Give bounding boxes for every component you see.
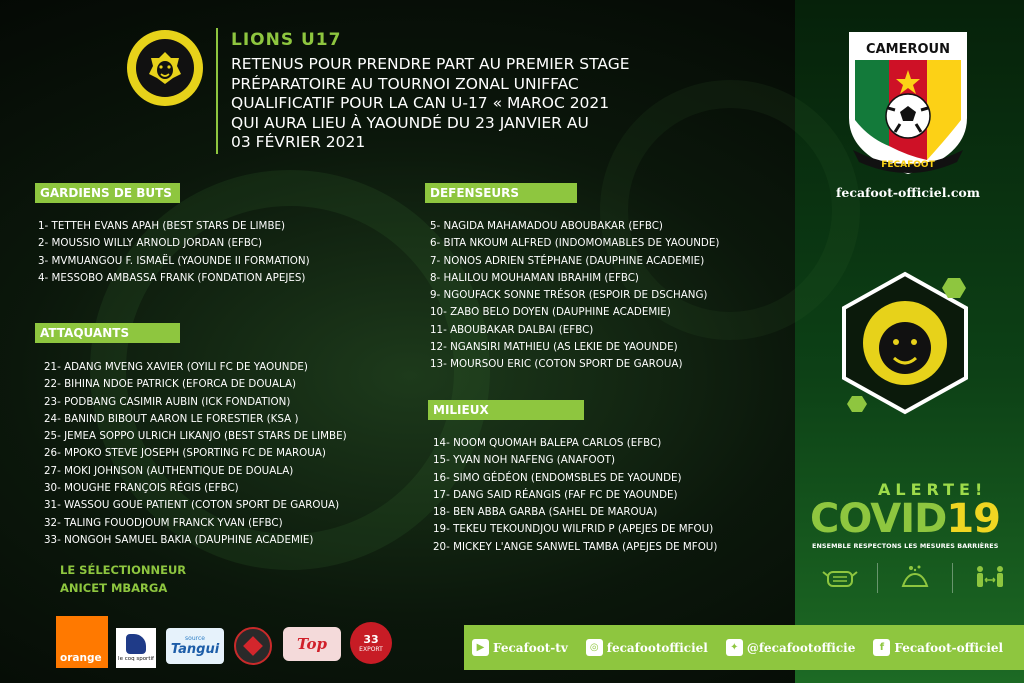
announcement-line: QUI AURA LIEU À YAOUNDÉ DU 23 JANVIER AU — [231, 113, 589, 132]
announcement-line: 03 FÉVRIER 2021 — [231, 133, 366, 151]
forwards-heading: ATTAQUANTS — [35, 323, 180, 343]
defenders-heading: DEFENSEURS — [425, 183, 577, 203]
tangui-logo-text: Tangui — [170, 642, 220, 657]
player-item: 3- MVMUANGOU F. ISMAËL (YAOUNDE II FORMATION) — [38, 254, 310, 267]
player-item: 30- MOUGHE FRANÇOIS RÉGIS (EFBC) — [44, 482, 239, 495]
covid-alert-text: ALERTE! — [878, 480, 988, 499]
player-item: 14- NOOM QUOMAH BALEPA CARLOS (EFBC) — [433, 437, 662, 449]
player-item: 5- NAGIDA MAHAMADOU ABOUBAKAR (EFBC) — [430, 220, 663, 232]
crest-country-text: CAMEROUN — [866, 42, 950, 57]
player-item: 18- BEN ABBA GARBA (SAHEL DE MAROUA) — [433, 506, 658, 519]
top-logo — [283, 627, 341, 661]
goalkeepers-list — [38, 218, 310, 287]
player-item: 4- MESSOBO AMBASSA FRANK (FONDATION APEJES) — [38, 271, 306, 284]
announcement-line: PRÉPARATOIRE AU TOURNOI ZONAL UNIFFAC — [231, 74, 579, 93]
player-item: 20- MICKEY L'ANGE SANWEL TAMBA (APEJES DE MFOU) — [433, 540, 718, 553]
announcement-line: RETENUS POUR PRENDRE PART AU PREMIER STAGE — [231, 55, 630, 73]
player-item: 26- MPOKO STEVE JOSEPH (SPORTING FC DE MAROUA) — [44, 447, 326, 460]
player-item: 15- YVAN NOH NAFENG (ANAFOOT) — [433, 454, 615, 467]
coach-role: LE SÉLECTIONNEUR — [60, 563, 187, 577]
website-link[interactable]: fecafoot-officiel.com — [836, 185, 980, 200]
social-label: Fecafoot-tv — [493, 640, 568, 655]
player-item: 6- BITA NKOUM ALFRED (INDOMOMABLES DE YAOUNDE) — [430, 237, 720, 250]
social-twitter[interactable] — [726, 639, 856, 656]
coach-block — [60, 561, 186, 597]
player-item: 25- JEMEA SOPPO ULRICH LIKANJO (BEST STARS DE LIMBE) — [44, 430, 347, 443]
player-item: 2- MOUSSIO WILLY ARNOLD JORDAN (EFBC) — [38, 237, 262, 250]
player-item: 8- HALILOU MOUHAMAN IBRAHIM (EFBC) — [430, 271, 639, 284]
lion-logo-icon — [127, 30, 203, 106]
twitter-icon: ✦ — [726, 639, 743, 656]
social-distancing-icon — [972, 562, 1008, 594]
face-mask-icon — [822, 562, 858, 594]
forwards-list — [44, 359, 347, 549]
lion-face-icon — [145, 48, 185, 88]
covid-number: 19 — [946, 496, 1000, 542]
rooster-icon — [126, 634, 146, 654]
goalkeepers-heading: GARDIENS DE BUTS — [35, 183, 180, 203]
covid-icon-divider — [952, 563, 953, 593]
player-item: 22- BIHINA NDOE PATRICK (EFORCA DE DOUALA) — [44, 378, 297, 391]
hand-washing-icon — [897, 562, 933, 594]
tangui-logo — [166, 628, 224, 664]
fecafoot-crest — [845, 28, 971, 178]
social-instagram[interactable] — [586, 639, 708, 656]
covid-icon-divider — [877, 563, 878, 593]
announcement-line: QUALIFICATIF POUR LA CAN U-17 « MAROC 2021 — [231, 94, 610, 112]
33-logo-number: 33 — [363, 633, 379, 646]
announcement-text — [231, 55, 791, 153]
youtube-icon: ▶ — [472, 639, 489, 656]
player-item: 10- ZABO BELO DOYEN (DAUPHINE ACADEMIE) — [430, 306, 671, 319]
tangui-source-text: source — [185, 635, 205, 642]
crest-federation-text: FECAFOOT — [881, 160, 935, 170]
sponsor-ball-logo — [234, 627, 272, 665]
player-item: 31- WASSOU GOUE PATIENT (COTON SPORT DE GAROUA) — [44, 499, 340, 512]
player-item: 13- MOURSOU ERIC (COTON SPORT DE GAROUA) — [430, 358, 683, 371]
covid-word: COVID — [810, 496, 947, 542]
orange-sponsor-logo — [56, 616, 108, 668]
hex-lion-logo — [830, 268, 980, 418]
social-label: @fecafootofficie — [746, 640, 856, 655]
player-item: 24- BANIND BIBOUT AARON LE FORESTIER (KSA ) — [44, 412, 299, 425]
header-divider — [216, 28, 218, 154]
player-item: 12- NGANSIRI MATHIEU (AS LEKIE DE YAOUNDE) — [430, 341, 678, 354]
midfielders-list — [433, 435, 717, 556]
le-coq-logo-text: le coq sportif — [118, 656, 154, 662]
coach-name: ANICET MBARGA — [60, 581, 168, 595]
covid-wordmark — [810, 497, 1000, 541]
instagram-icon: ◎ — [586, 639, 603, 656]
le-coq-sportif-logo — [116, 628, 156, 668]
player-item: 33- NONGOH SAMUEL BAKIA (DAUPHINE ACADEMIE) — [44, 533, 314, 546]
orange-logo-text: orange — [60, 652, 102, 664]
player-item: 21- ADANG MVENG XAVIER (OYILI FC DE YAOUNDE) — [44, 361, 308, 373]
player-item: 23- PODBANG CASIMIR AUBIN (ICK FONDATION) — [44, 395, 291, 408]
social-label: Fecafoot-officiel — [894, 640, 1004, 655]
player-item: 11- ABOUBAKAR DALBAI (EFBC) — [430, 323, 594, 336]
player-item: 7- NONOS ADRIEN STÉPHANE (DAUPHINE ACADEMIE) — [430, 254, 705, 267]
team-title: LIONS U17 — [231, 30, 342, 50]
midfielders-heading: MILIEUX — [428, 400, 584, 420]
defenders-list — [430, 218, 719, 374]
player-item: 32- TALING FOUODJOUM FRANCK YVAN (EFBC) — [44, 516, 283, 529]
player-item: 1- TETTEH EVANS APAH (BEST STARS DE LIMBE) — [38, 220, 286, 232]
player-item: 16- SIMO GÉDÉON (ENDOMSBLES DE YAOUNDE) — [433, 471, 682, 484]
hex-accent-icon — [847, 396, 867, 412]
player-item: 19- TEKEU TEKOUNDJOU WILFRID P (APEJES DE MFOU) — [433, 523, 714, 536]
social-facebook[interactable] — [873, 639, 1003, 656]
covid-measures-icons — [812, 558, 1018, 598]
player-item: 17- DANG SAID RÉANGIS (FAF FC DE YAOUNDE) — [433, 488, 678, 501]
top-logo-text: Top — [297, 635, 327, 653]
social-label: fecafootofficiel — [606, 640, 708, 655]
social-bar — [464, 625, 1024, 670]
player-item: 9- NGOUFACK SONNE TRÉSOR (ESPOIR DE DSCHANG) — [430, 289, 708, 302]
covid-subtitle: ENSEMBLE RESPECTONS LES MESURES BARRIÈRES — [812, 542, 999, 550]
player-item: 27- MOKI JOHNSON (AUTHENTIQUE DE DOUALA) — [44, 464, 294, 477]
facebook-icon: f — [873, 639, 890, 656]
33-export-logo — [350, 622, 392, 664]
33-logo-text: EXPORT — [359, 646, 383, 653]
social-youtube[interactable] — [472, 639, 568, 656]
